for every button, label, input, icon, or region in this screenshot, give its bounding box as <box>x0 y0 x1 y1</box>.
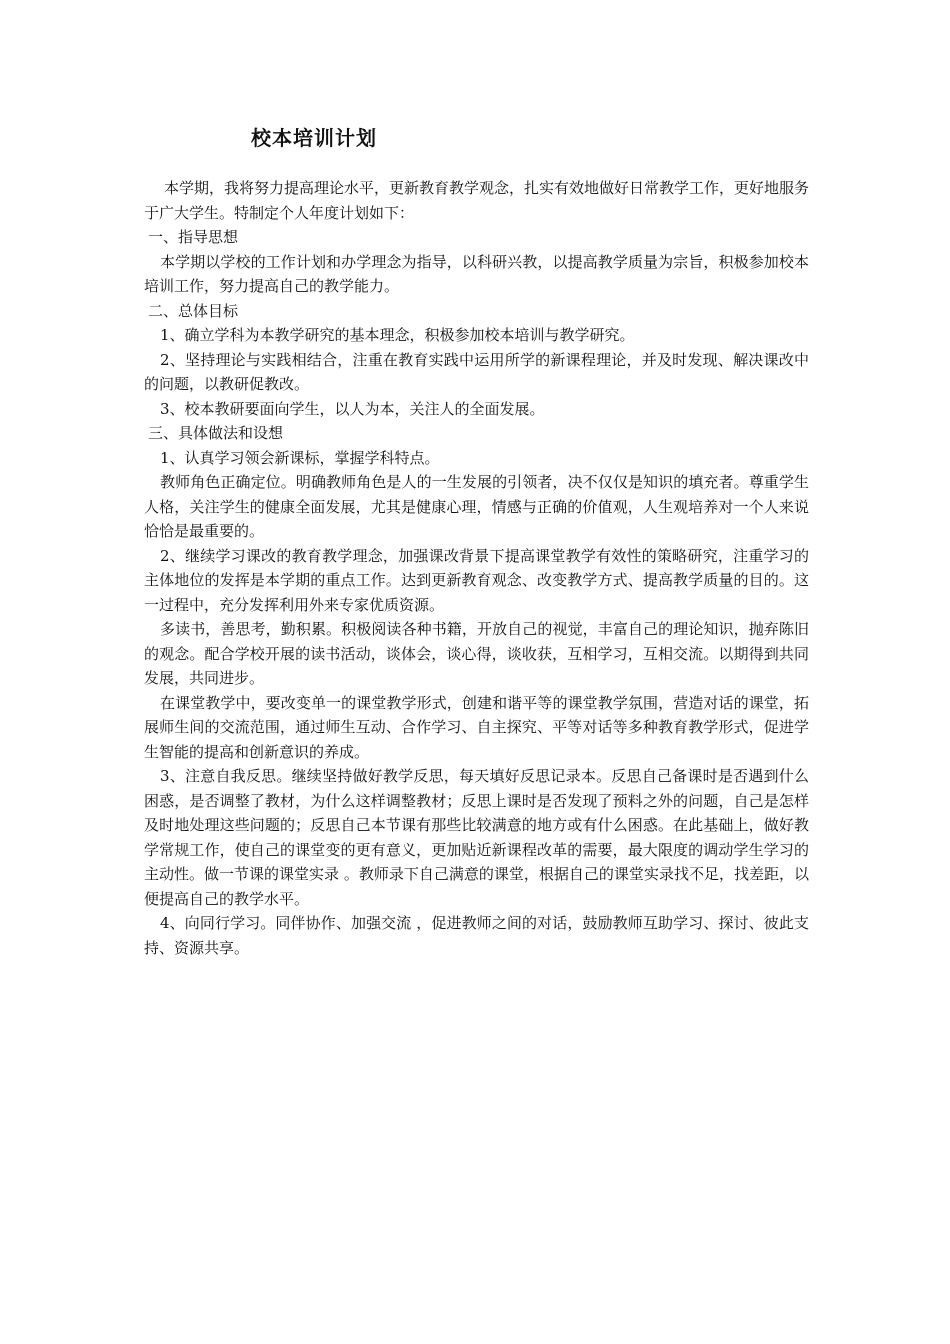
document-body <box>144 176 809 960</box>
list-item: 2、继续学习课改的教育教学理念，加强课改背景下提高课堂教学有效性的策略研究，注重学习的主体地位的发挥是本学期的重点工作。达到更新教育观念、改变教学方式、提高教学质量的目的。这一过程中，充分发挥利用外来专家优质资源。 <box>144 546 809 614</box>
list-item: 1、认真学习领会新课标，掌握学科特点。 <box>160 448 440 467</box>
section-heading-1: 一、指导思想 <box>148 228 239 246</box>
list-item: 3、校本教研要面向学生，以人为本，关注人的全面发展。 <box>160 399 545 418</box>
intro-paragraph: 本学期，我将努力提高理论水平，更新教育教学观念，扎实有效地做好日常教学工作，更好地服务于广大学生。特制定个人年度计划如下： <box>144 179 810 222</box>
paragraph: 在课堂教学中，要改变单一的课堂教学形式，创建和谐平等的课堂教学氛围，营造对话的课堂，拓展师生间的交流范围，通过师生互动、合作学习、自主探究、平等对话等多种教育教学形式，促进学生智能的提高和创新意识的养成。 <box>144 693 809 761</box>
section-heading-3: 三、具体做法和设想 <box>148 424 284 442</box>
list-item: 1、确立学科为本教学研究的基本理念，积极参加校本培训与教学研究。 <box>160 326 635 344</box>
paragraph: 本学期以学校的工作计划和办学理念为指导，以科研兴教，以提高教学质量为宗旨，积极参加校本培训工作，努力提高自己的教学能力。 <box>144 252 809 295</box>
list-item: 3、注意自我反思。继续坚持做好教学反思，每天填好反思记录本。反思自己备课时是否遇到什么困惑，是否调整了教材，为什么这样调整教材；反思上课时是否发现了预料之外的问题，自己是怎样及时地处理这些问题的；反思自己本节课有那些比较满意的地方或有什么困惑。在此基础上，做好教学常规工作，使自己的课堂变的更有意义，更加贴近新课程改革的需要，最大限度的调动学生学习的主动性。做一节课的课堂实录 。教师录下自己满意的课堂，根据自己的课堂实录找不足，找差距，以便提高自己的教学水平。 <box>144 767 809 908</box>
paragraph: 多读书，善思考，勤积累。积极阅读各种书籍，开放自己的视觉，丰富自己的理论知识，抛弃陈旧的观念。配合学校开展的读书活动，谈体会，谈心得，谈收获，互相学习，互相交流。以期得到共同发展，共同进步。 <box>144 620 809 687</box>
list-item: 4、向同行学习。同伴协作、加强交流 ，促进教师之间的对话，鼓励教师互助学习、探讨、彼此支持、资源共享。 <box>144 914 809 957</box>
section-heading-2: 二、总体目标 <box>148 301 239 320</box>
list-item: 2、坚持理论与实践相结合，注重在教育实践中运用所学的新课程理论，并及时发现、解决课改中的问题，以教研促教改。 <box>144 350 809 393</box>
document-title: 校本培训计划 <box>251 126 377 150</box>
paragraph: 教师角色正确定位。明确教师角色是人的一生发展的引领者，决不仅仅是知识的填充者。尊重学生人格，关注学生的健康全面发展，尤其是健康心理，情感与正确的价值观，人生观培养对一个人来说恰恰是最重要的。 <box>144 473 809 540</box>
